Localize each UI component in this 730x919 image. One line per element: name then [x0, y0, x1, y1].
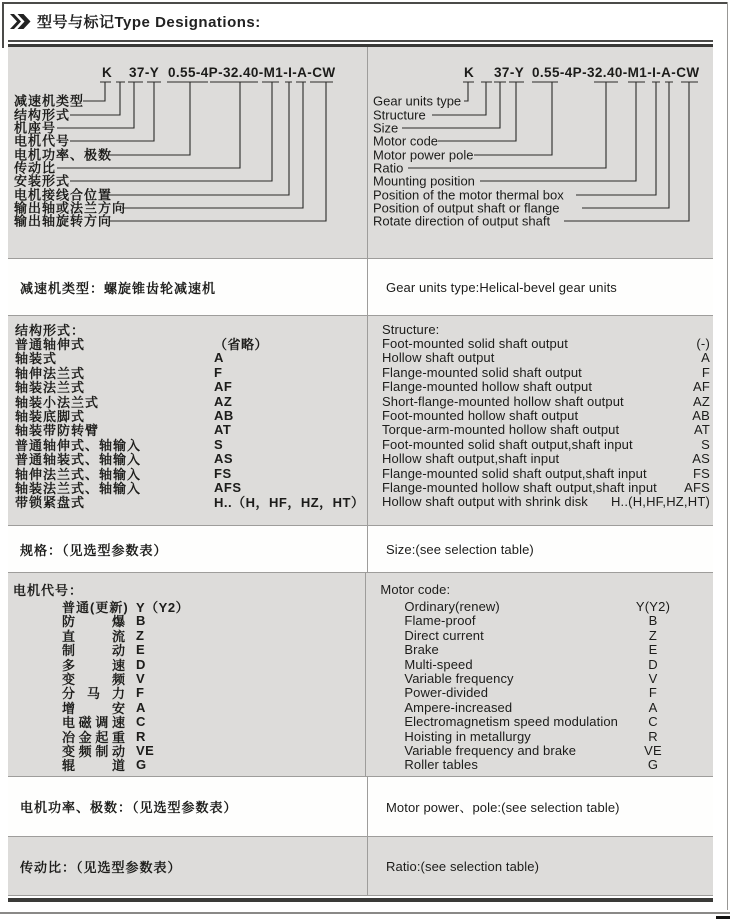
structure-cell-en — [368, 316, 713, 525]
structure-item-code: FS — [692, 465, 710, 481]
structure-item — [382, 394, 710, 408]
motor-code-item — [404, 614, 688, 628]
diagram-connector — [109, 82, 190, 155]
structure-item-name: Flange-mounted hollow shaft output — [382, 379, 593, 395]
motor-code-item-name: Hoisting in metallurgy — [404, 728, 531, 744]
motor-code-list-en — [380, 599, 688, 772]
motor-code-item-name: Power-divided — [404, 685, 489, 701]
table-row-motor-power — [8, 777, 713, 836]
diagram-label: 机座号 — [14, 120, 57, 136]
motor-code-item-code: E — [136, 642, 146, 658]
motor-code-item-code: F — [136, 685, 145, 701]
table-bottom-rule-thick — [8, 898, 713, 902]
motor-code-item — [404, 643, 688, 657]
diagram-label: Ratio — [373, 160, 404, 176]
motor-code-item — [404, 758, 688, 772]
motor-code-item-name: Multi-speed — [404, 656, 473, 672]
gear-type-en: Gear units type:Helical-bevel gear units — [386, 279, 617, 295]
diagram-label: Gear units type — [373, 93, 462, 109]
diagram-cell-cn — [8, 47, 368, 258]
motor-code-item-code: VE — [136, 743, 155, 758]
structure-item-code: （省略） — [214, 337, 269, 353]
motor-code-cell-cn — [8, 573, 366, 776]
table-row-ratio — [8, 837, 713, 895]
motor-code-item — [404, 700, 688, 714]
motor-code-item-code: R — [648, 728, 658, 744]
table-row-diagram — [8, 47, 713, 258]
motor-code-item-name: 分马力 — [62, 686, 126, 702]
structure-item-name: Flange-mounted hollow shaft output,shaft input — [382, 480, 657, 495]
motor-code-item-code: E — [648, 642, 658, 658]
motor-code-item-code: Y(Y2) — [635, 599, 671, 615]
motor-code-item-code: C — [136, 714, 146, 730]
motor-code-item-code: V — [136, 671, 146, 687]
structure-item — [382, 452, 710, 466]
structure-item-code: H..(H,HF,HZ,HT) — [610, 494, 710, 510]
motor-code-item-code: C — [648, 714, 658, 730]
structure-item-name: Flange-mounted solid shaft output — [382, 364, 582, 380]
structure-item-name: Torque-arm-mounted hollow shaft output — [382, 422, 620, 438]
left-edge-rule — [2, 2, 4, 48]
motor-code-item-code: V — [648, 671, 658, 687]
diagram-connector — [438, 82, 516, 141]
motor-code-cell-en — [366, 573, 713, 776]
diagram-label: Motor power pole — [373, 147, 474, 163]
diagram-connector — [564, 82, 689, 221]
motor-code-title-en: Motor code: — [380, 581, 451, 597]
structure-item-name: Foot-mounted solid shaft output — [382, 336, 568, 352]
structure-item-name: Foot-mounted hollow shaft output — [382, 408, 579, 424]
diagram-label: 输出轴旋转方向 — [14, 213, 113, 229]
structure-item — [382, 380, 710, 394]
diagram-code: 37-Y — [129, 65, 160, 80]
page-header — [10, 10, 261, 32]
motor-code-item-code: D — [136, 656, 146, 672]
motor-code-item-name: 电磁调速 — [62, 715, 126, 731]
motor-code-item — [404, 628, 688, 642]
motor-code-item-name: Ordinary(renew) — [404, 599, 500, 615]
motor-code-item — [404, 671, 688, 685]
structure-item-code: A — [214, 350, 224, 366]
diagram-label: 传动比 — [14, 160, 57, 176]
diagram-label: Size — [373, 120, 399, 136]
diagram-connector — [109, 82, 326, 221]
diagram-code: 0.55-4P-32.40-M1-I-A-CW — [532, 65, 700, 80]
structure-item — [382, 408, 710, 422]
motor-power-en: Motor power、pole:(see selection table) — [386, 800, 620, 815]
motor-power-cn: 电机功率、极数：（见选型参数表） — [20, 800, 238, 815]
structure-item-code: AF — [692, 379, 710, 395]
structure-list-cn — [15, 336, 367, 509]
structure-item-name: 轴装式 — [15, 351, 58, 367]
motor-code-item — [404, 657, 688, 671]
structure-item-code: AFS — [684, 480, 710, 495]
structure-item-name: 普通轴伸式 — [15, 337, 86, 353]
structure-item-name: Hollow shaft output,shaft input — [382, 451, 560, 467]
diagram-connector — [83, 82, 105, 101]
structure-item-name: 普通轴装式、轴输入 — [15, 452, 142, 468]
structure-item-name: Short-flange-mounted hollow shaft output — [382, 393, 624, 409]
table-row-size — [8, 526, 713, 572]
motor-code-item-name: 制动 — [62, 643, 126, 659]
diagram-label: Mounting position — [373, 173, 475, 189]
motor-code-item — [404, 686, 688, 700]
diagram-connector — [122, 82, 303, 208]
motor-code-item-name: Flame-proof — [404, 613, 476, 629]
structure-item — [382, 365, 710, 379]
motor-code-item-name: Roller tables — [404, 757, 478, 773]
structure-item — [382, 351, 710, 365]
diagram-connector — [70, 82, 272, 181]
motor-code-item-code: Z — [648, 627, 658, 643]
ratio-cn: 传动比：（见选型参数表） — [20, 859, 182, 875]
motor-code-item-code: G — [647, 757, 659, 773]
structure-item-code: S — [214, 436, 224, 452]
diagram-connector — [464, 82, 468, 101]
structure-item-code: A — [701, 350, 710, 366]
structure-item-code: FS — [214, 465, 232, 481]
structure-list-en — [382, 336, 710, 509]
table-row-gear-type — [8, 259, 713, 315]
motor-code-item-name: Brake — [404, 642, 439, 658]
structure-item-name: 轴装法兰式、轴输入 — [15, 481, 142, 496]
structure-cell-cn — [8, 316, 368, 525]
structure-item — [382, 495, 710, 509]
motor-code-item — [404, 729, 688, 743]
structure-item — [382, 336, 710, 350]
structure-item-code: AZ — [214, 393, 233, 409]
structure-item-name: 轴装底脚式 — [15, 409, 86, 425]
structure-item-name: 带锁紧盘式 — [15, 495, 86, 511]
structure-item-code: AS — [692, 451, 710, 467]
structure-item-name: Flange-mounted solid shaft output,shaft input — [382, 465, 647, 481]
motor-code-item-name: 增安 — [62, 700, 126, 716]
top-rule — [3, 2, 728, 4]
structure-item-code: F — [214, 364, 223, 380]
motor-code-item-code: VE — [644, 743, 662, 758]
motor-code-item-code: D — [648, 656, 658, 672]
structure-item — [382, 423, 710, 437]
motor-code-item-code: Z — [136, 627, 145, 643]
structure-item-code: AB — [214, 408, 234, 424]
double-chevron-icon — [10, 14, 31, 29]
diagram-label: 减速机类型 — [14, 93, 85, 109]
motor-code-item-name: 辊道 — [62, 758, 126, 774]
structure-item-code: S — [701, 436, 710, 452]
diagram-label: 电机功率、极数 — [14, 147, 113, 163]
motor-code-item-name: Ampere-increased — [404, 699, 513, 715]
motor-code-item-code: Y（Y2） — [136, 600, 190, 616]
ratio-en: Ratio:(see selection table) — [386, 858, 539, 874]
motor-code-item — [62, 758, 365, 772]
diagram-label: Position of output shaft or flange — [373, 200, 560, 216]
structure-item-code: AT — [214, 422, 232, 438]
motor-code-item — [404, 599, 688, 613]
motor-code-item-code: F — [648, 685, 658, 701]
motor-code-item-name: 防爆 — [62, 614, 126, 630]
structure-item-code: AZ — [692, 393, 710, 409]
motor-code-item-code: B — [648, 613, 658, 629]
motor-code-item-name: 普通(更新) — [62, 600, 129, 616]
motor-code-item-name: 直流 — [62, 628, 126, 644]
page-title: 型号与标记Type Designations: — [37, 13, 261, 31]
motor-code-list-cn — [13, 599, 365, 772]
diagram-label: 结构形式 — [14, 107, 71, 123]
structure-item-name: 轴装法兰式 — [15, 380, 86, 396]
diagram-connector — [109, 82, 289, 195]
structure-item — [382, 480, 710, 494]
right-border-rule — [727, 2, 728, 910]
structure-item — [15, 495, 367, 509]
diagram-label: Motor code — [373, 133, 439, 149]
diagram-label: 电机接线合位置 — [14, 187, 113, 203]
diagram-connector — [576, 82, 656, 195]
table-row-motor-code — [8, 573, 713, 776]
motor-code-item-name: 变频 — [62, 672, 126, 688]
size-en: Size:(see selection table) — [386, 541, 534, 557]
type-designation-table — [8, 40, 713, 902]
size-cn: 规格：（见选型参数表） — [20, 542, 168, 558]
motor-code-item — [404, 715, 688, 729]
diagram-code: K — [464, 65, 475, 80]
structure-item-name: 轴伸法兰式 — [15, 365, 86, 381]
motor-code-item-name: 冶金起重 — [62, 729, 126, 745]
structure-item-code: H..（H，HF，HZ，HT） — [214, 495, 365, 511]
gear-type-cn: 减速机类型：螺旋锥齿轮减速机 — [20, 280, 217, 296]
structure-item-code: (-) — [696, 336, 710, 352]
structure-item-code: F — [701, 364, 710, 380]
structure-item-name: 普通轴伸式、轴输入 — [15, 437, 142, 453]
diagram-cell-en — [368, 47, 713, 258]
structure-title-cn: 结构形式： — [15, 322, 86, 338]
motor-code-item-code: A — [648, 699, 658, 715]
motor-code-title-cn: 电机代号： — [13, 582, 84, 598]
motor-code-item-code: A — [136, 699, 146, 715]
motor-code-item-name: Direct current — [404, 627, 484, 643]
motor-code-item-name: Variable frequency and brake — [404, 743, 577, 758]
motor-code-item-name: 变频制动 — [62, 744, 126, 759]
diagram-label: Structure — [373, 107, 426, 123]
structure-item-code: AS — [214, 451, 234, 467]
motor-code-item-name: Electromagnetism speed modulation — [404, 714, 618, 730]
structure-item-name: 轴装带防转臂 — [15, 423, 100, 439]
structure-item-name: 轴装小法兰式 — [15, 394, 100, 410]
structure-item-name: Hollow shaft output with shrink disk — [382, 494, 588, 510]
motor-code-item-code: R — [136, 728, 146, 744]
motor-code-item-name: Variable frequency — [404, 671, 514, 687]
diagram-code: K — [102, 65, 113, 80]
table-row-structure — [8, 316, 713, 525]
diagram-label: Rotate direction of output shaft — [373, 213, 551, 229]
diagram-label: Position of the motor thermal box — [373, 187, 564, 203]
structure-item-code: AF — [214, 379, 233, 395]
diagram-connector — [480, 82, 636, 181]
structure-title-en: Structure: — [382, 321, 440, 337]
motor-code-item-code: B — [136, 613, 146, 629]
diagram-label: 输出轴或法兰方向 — [14, 200, 127, 216]
diagram-code: 0.55-4P-32.40-M1-I-A-CW — [168, 65, 336, 80]
structure-item-code: AB — [692, 408, 710, 424]
structure-item-name: Foot-mounted solid shaft output,shaft input — [382, 436, 633, 452]
structure-item-name: Hollow shaft output — [382, 350, 495, 366]
motor-code-item-name: 多速 — [62, 657, 126, 673]
structure-item-code: AFS — [214, 480, 242, 495]
structure-item — [382, 466, 710, 480]
motor-code-item — [404, 743, 688, 757]
diagram-label: 安装形式 — [14, 173, 71, 189]
diagram-label: 电机代号 — [14, 133, 71, 149]
structure-item-name: 轴伸法兰式、轴输入 — [15, 466, 142, 482]
footer-rule — [0, 912, 730, 914]
motor-code-item-code: G — [136, 757, 147, 773]
type-designation-diagram-cn — [8, 47, 368, 258]
diagram-connector — [70, 82, 154, 141]
structure-item-code: AT — [693, 422, 710, 438]
diagram-code: 37-Y — [494, 65, 525, 80]
structure-item — [382, 437, 710, 451]
type-designation-diagram-en — [368, 47, 712, 258]
